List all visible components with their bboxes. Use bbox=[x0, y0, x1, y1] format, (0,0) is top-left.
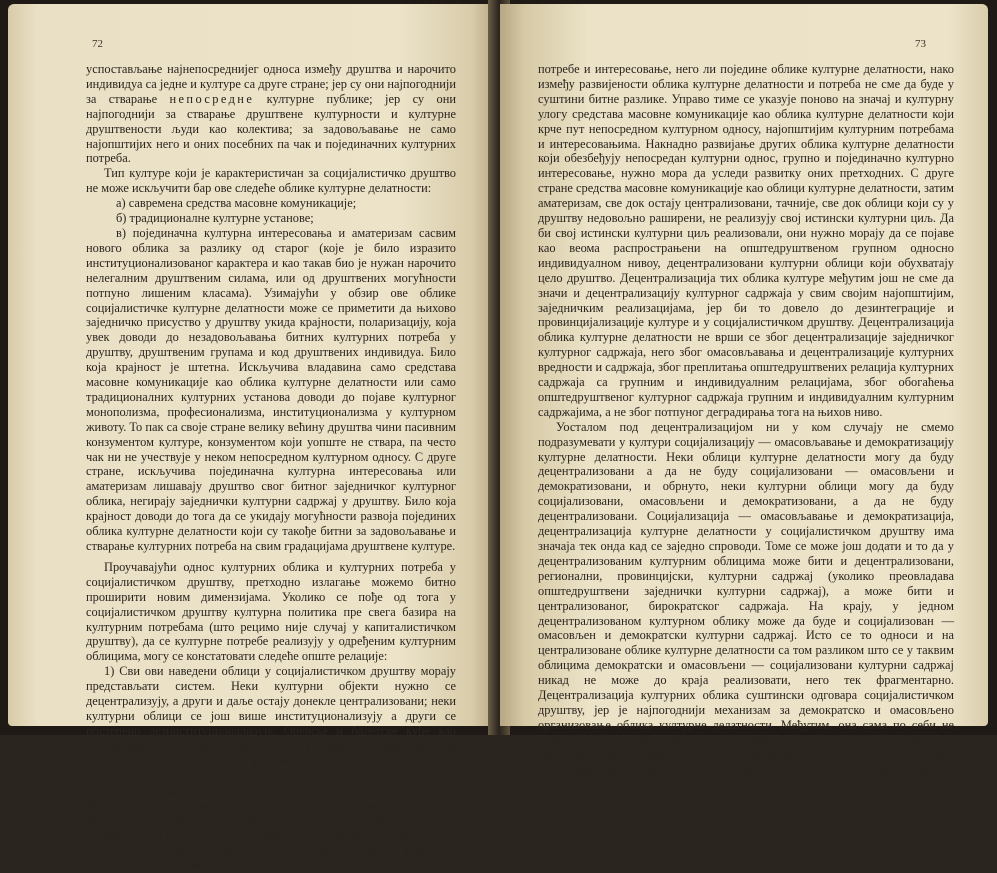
right-page bbox=[500, 4, 988, 807]
spaced-word: непосредне bbox=[169, 91, 255, 106]
right-page-text bbox=[538, 62, 954, 807]
page-number-right: 73 bbox=[915, 38, 926, 50]
list-item: в) појединачна културна интересовања и аматеризам сасвим нового облика за разлику од старог (које је било изразито институционализованог карактера и као такав био је нужан нарочито нелегалним друштвеним силама, или од друштвених могућности потпуно лишеним класама). Узимајући у обзир ове облике социјалистичке културне делатности може се приметити да њихово заједничко присуство у друштву укида крајности, поларизацију, која увек доводи до незадовољавања битних културних потреба у друштву, друштвеним групама и код друштвених индивидуа. Било која крајност је штетна. Искључива владавина само средстава масовне комуникације као облика културне делатности или само традиционалних културних установа доводи до појаве културног монополизма, професионализма, институционализма у културном животу. То пак са своје стране велику већину друштва чини пасивним конзументом културе, конзументом који уопште не ствара, па често чак ни не учествује у неком непосредном културном односу. С друге стране, искључива појединачна културна интересовања или аматеризам лишавају друштво свог битног заједничког културног облика, негирају заједнички културни садржај у друштву. Било која крајност доводи до тога да се укидају могућности развоја појединих облика културне делатности који су такође битни за задовољавање и стварање културних потреба на свим градацијама друштвене културе. bbox=[86, 225, 456, 553]
forms-list bbox=[86, 196, 456, 554]
page-number-left: 72 bbox=[92, 38, 103, 50]
paragraph: Тип културе који је карактеристичан за социјалистичко друштво не може искључити бар ове следеће облике културне делатности: bbox=[86, 166, 456, 196]
paragraph: Проучавајући однос културних облика и културних потреба у социјалистичком друштву, претходно излагање можемо битно проширити новим димензијама. Уколико се пође од тога у социјалистичком друштву културна политика пре свега базира на културним потребама (што рецимо није случај у капиталистичком друштву), да се културне потребе реализују у одређеним културним облицима, могу се констатовати следеће опште релације: bbox=[86, 559, 456, 664]
paragraph: 1) Сви ови наведени облици у социјалистичком друштву морају представљати систем. Неки културни објекти нужно се децентрализују, а други и даље остају донекле централизовани; неки културни облици се још више институционализују а други се постепено дезинституционализују. Оперске и балетске куће као институције, на пример, не могу се ни у социјалистичком друштву потпуно децентрализовати а још мање дезинституционализовати. Оне не и даље остати централизоване, иако за децентрализацију развоја друштво обезбеђује све новије и новије могућности. Међутим, интересовање према балету и опери, музици итд. нужно мора да се појављује као све више општедруштвено, групно и индивидуално културно интересовање у исто време. Социјалистичка културна политика мора понекад знатно шире развијати, децентрализовати, омасовљавати и демократизовати културне bbox=[86, 664, 456, 873]
text-run: културне публике; јер су они најпогоднији за стварање друштвене културности и културне друштвености људи као колектива; за задовољавање не само најопштијих него и оних посебних па чак и појединачних културних потреба. bbox=[86, 91, 456, 166]
paragraph bbox=[86, 62, 456, 166]
text-run: успостављање најнепосреднијег односа између друштва и нарочито индивидуа са једне и културе са друге стране; јер су они најпогоднији за стварање bbox=[86, 62, 456, 106]
list-item: а) савремена средства масовне комуникације; bbox=[116, 196, 357, 211]
left-page-text bbox=[86, 62, 456, 873]
paragraph: потребе и интересовање, него ли поједине облике културне делатности, нако између развијености облика културне делатности и потреба не сме да буде у суштини битне разлике. Управо тиме се указује поново на значај и културну улогу средстава масовне комуникације као облика културне делатности који крче пут непосредном културном односу, најопштијим културним потребама и интересовањима. Накнадно развијање других облика културне делатности који обезбеђују непосредан културни однос, групно и појединачно културно интересовање, нужно мора да уследи развитку оних претходних. С друге стране средства масовне комуникације као облици културне делатности, затим аматеризам, све док остају централизовани, тачније, све док облици који су у друштву недовољно раширени, не реализују свој истински културни циљ. Да би свој истински културни циљ реализовали, они нужно морају да се појаве као веома распрострањени на општедруштвеном групном односно индивидуалном нивоу, децентрализовани културни облици који обухватају цело друштво. Децентрализација тих облика културе међутим још не сме да значи и децентрализацију културног садржаја у свим својим најопштијим, заједничким реализацијама, јер би то довело до дезинтеграције и провинцијализације културе и у социјалистичком друштву. Децентрализација облика културне делатности не врши се због децентрализације заједничког културног садржаја, него због омасовљавања и децентрализације културних вредности и садржаја, због преплитања општедруштвених релација културних садржаја са групним и индивидуалним релацијама, због обогаћења општедруштвеног културног садржаја групним и индивидуалним културним садржајима, а не због потпуног деградирања тога на њихов ниво. bbox=[538, 62, 954, 419]
list-item: б) традиционалне културне установе; bbox=[116, 211, 314, 226]
paragraph: Уосталом под децентрализацијом ни у ком случају не смемо подразумевати у култури социјализацију — омасовљавање и демократизацију културне делатности. Неки облици културне делатности могу да буду децентрализовани а да не буду социјализовани — омасовљени и демократизовани, и обрнуто, неки културни облици могу да буду социјализовани, омасовљени и демократизовани, а да не буду децентрализовани. Социјализација — омасовљавање и демократизација, децентрализација културне делатности у социјалистичком друштву има значаја тек онда кад се заједно спроводи. Томе се може још додати и то да у децентрализованим културним облицима може бити и децентрализовани, регионални, провинцијски, културни садржај (уколико преовладава општедруштвени заједнички културни садржај), а може бити и централизованог, бирократског садржаја. На крају, у једном децентрализованом културном облику може да буде и социјализован — омасовљен и демократски културни садржај. Исто се то односи и на централизоване облике културне делатности са том разликом што се у таквим облицима демократски и омасовљени — социјализовани културни садржај никад не може до краја реализовати, него тек фрагментарно. Децентрализација културних облика суштински одговара социјалистичком друштву, јер је најпогоднији механизам за демократско и омасовљено организовање облика културне делатности. Међутим, она сама по себи не значи ни социјализовану, ни омасовљену културну делатност. Демократизовани и омасовљени културни облик по правилу мора да се појави и као децентрализовани културни облик, али исто то не стоји и обрнуто, наиме да децентрализовани културни облик са становишта социјалистичког друштва аутоматски мора да bbox=[538, 419, 954, 807]
left-page bbox=[8, 4, 496, 873]
